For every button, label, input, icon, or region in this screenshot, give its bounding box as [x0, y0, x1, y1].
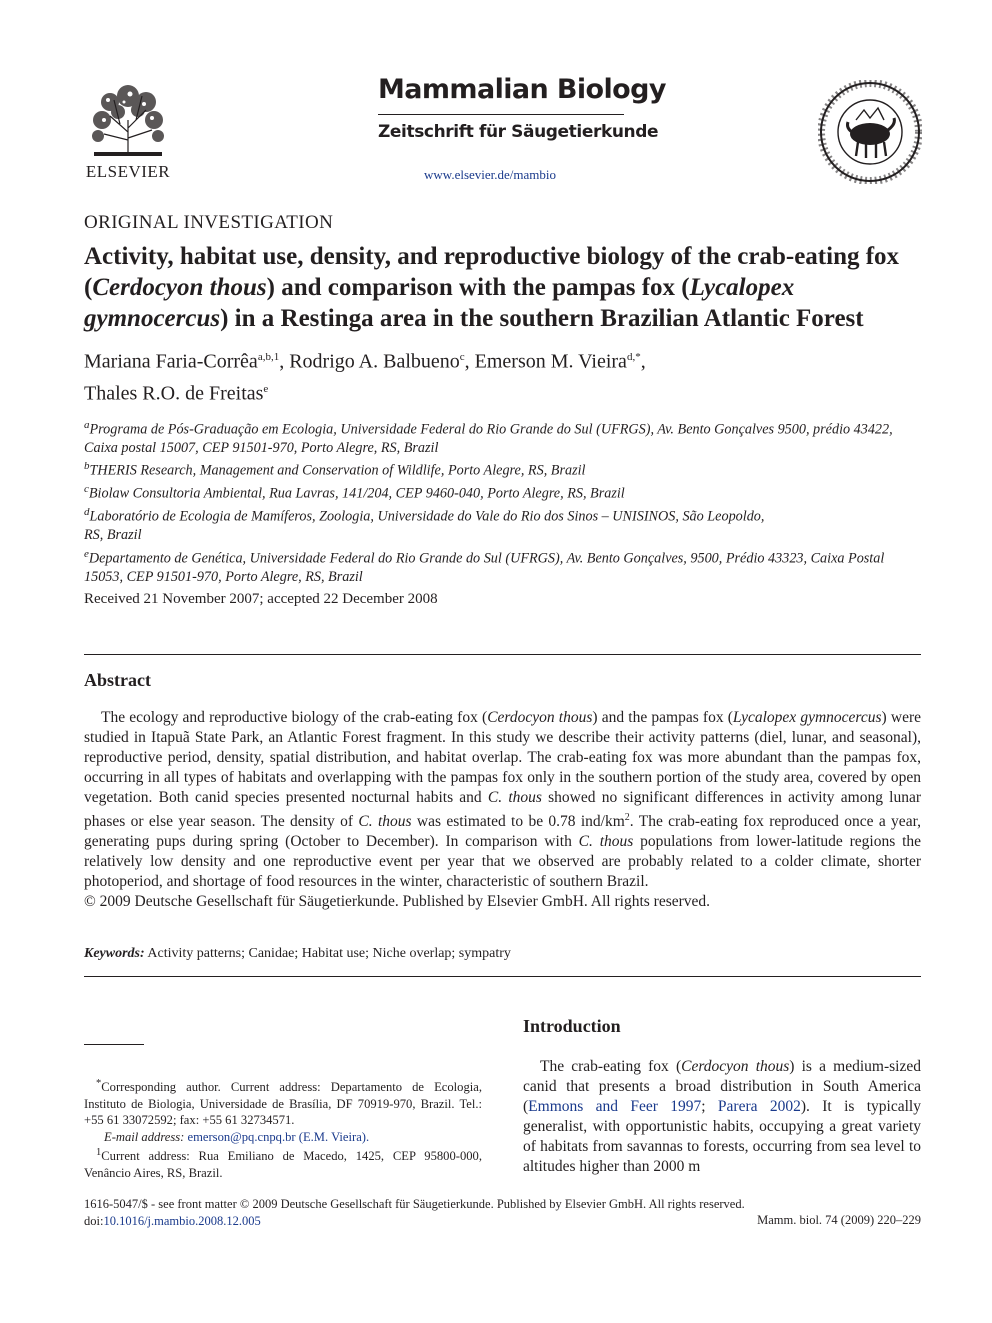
affiliation-text: Departamento de Genética, Universidade Federal do Rio Grande do Sul (UFRGS), Av. Bento Gonçalves, 9500, Prédio 43323, Caixa Postal 15053, CEP 91501-970, Porto Alegre, RS, Brazil	[84, 550, 885, 585]
affiliation-marker: b	[84, 460, 90, 473]
publisher-name: ELSEVIER	[85, 162, 171, 181]
footnote-1: $^1$Current address: Rua Emiliano de Macedo, 1425, CEP 95800-000, Venâncio Aires, RS, Brazil.	[84, 1147, 482, 1180]
divider-bottom	[84, 976, 921, 977]
title-text: ) in a Restinga area in the southern Brazilian Atlantic Forest	[220, 305, 864, 332]
keywords	[84, 946, 921, 962]
front-matter	[84, 1196, 745, 1230]
reference-link[interactable]: Emmons and Feer 1997	[528, 1098, 702, 1115]
divider-top	[84, 654, 921, 655]
received-dates: Received 21 November 2007; accepted 22 December 2008	[84, 591, 438, 607]
author-affil-marker: c	[459, 351, 465, 363]
introduction-body: The crab-eating fox (Cerdocyon thous) is a medium-sized canid that presents a broad distribution in South America (Emmons and Feer 1997; Parera 2002). It is typically generalist, with opportunistic habits, occupying a great variety of habitats from savannas to forests, occurring from sea level to altitudes higher than 2000 m	[523, 1058, 921, 1175]
title-text: Activity, habitat use, density, and reproductive biology of the crab-eating fox (	[84, 243, 900, 301]
affiliation-item	[84, 503, 774, 544]
affiliation-text: Programa de Pós-Graduação em Ecologia, Universidade Federal do Rio Grande do Sul (UFRGS), Av. Bento Gonçalves 9500, prédio 43422, Caixa postal 15007, CEP 91501-970, Porto Alegre, RS, Brazil	[84, 421, 893, 457]
society-seal	[818, 80, 922, 184]
email-note: E-mail address: emerson@pq.cnpq.br (E.M. Vieira).	[104, 1129, 370, 1144]
society-seal-icon	[818, 80, 922, 184]
reference-link[interactable]: Parera 2002	[717, 1098, 801, 1115]
author-separator: ,	[279, 350, 290, 373]
footnote-rule	[84, 1044, 144, 1045]
article-title	[84, 241, 924, 334]
introduction-heading: Introduction	[523, 1016, 621, 1036]
author-affil-marker: e	[263, 382, 269, 395]
journal-rule	[378, 114, 624, 115]
affiliation-marker: c	[84, 483, 89, 496]
affiliation-item	[84, 416, 924, 457]
affiliation-item	[84, 480, 924, 503]
front-matter-line: 1616-5047/$ - see front matter © 2009 Deutsche Gesellschaft für Säugetierkunde. Published by Elsevier GmbH. All rights reserved.	[84, 1197, 745, 1211]
abstract-body	[84, 708, 921, 912]
author-affil-marker: d,*	[626, 351, 641, 363]
author-name[interactable]: Thales R.O. de Freitas	[84, 382, 264, 405]
section-label: ORIGINAL INVESTIGATION	[84, 212, 334, 233]
author-name[interactable]: Mariana Faria-Corrêa	[84, 350, 258, 373]
author-separator: ,	[464, 350, 475, 373]
journal-citation: Mamm. biol. 74 (2009) 220–229	[757, 1213, 921, 1227]
title-text: ) and comparison with the pampas fox (	[266, 274, 690, 301]
abstract-heading: Abstract	[84, 670, 151, 690]
title-species: Cerdocyon thous	[92, 274, 267, 301]
keywords-list: Activity patterns; Canidae; Habitat use; Niche overlap; sympatry	[147, 946, 511, 961]
affiliation-text: THERIS Research, Management and Conservation of Wildlife, Porto Alegre, RS, Brazil	[89, 463, 586, 480]
abstract-paragraph: The ecology and reproductive biology of the crab-eating fox (Cerdocyon thous) and the pampas fox (Lycalopex gymnocercus) were studied in Itapuã State Park, an Atlantic Forest fragment. In this study we describe their activity patterns (diel, lunar, and seasonal), reproductive period, density, spatial distribution, and habitat overlap. The crab-eating fox was more abundant than the pampas fox, occurring in all types of habitats and overlapping with the pampas fox only in the southern portion of the study area, covered by open vegetation. Both canid species presented nocturnal habits and C. thous showed no significant differences in activity among lunar phases or else year season. The density of C. thous was estimated to be 0.78 ind/$km^2$. The crab-eating fox reproduced once a year, generating pups during spring (October to December). In comparison with C. thous populations from lower-latitude regions the relatively low density and one reproductive event per year that we observed are probably related to a colder climate, shorter photoperiod, and shortage of food resources in the winter, characteristic of southern Brazil.	[84, 709, 922, 891]
author-affil-marker: a,b,1	[257, 351, 280, 363]
title-species: Lycalopex gymnocercus	[84, 274, 795, 332]
affiliation-text: Laboratório de Ecologia de Mamíferos, Zoologia, Universidade do Vale do Rio dos Sinos – UNISINOS, São Leopoldo, RS, Brazil	[84, 509, 765, 544]
affiliation-marker: d	[84, 506, 90, 519]
email-link[interactable]: emerson@pq.cnpq.br (E.M. Vieira).	[187, 1129, 370, 1144]
affiliation-text: Biolaw Consultoria Ambiental, Rua Lavras, 141/204, CEP 9460-040, Porto Alegre, RS, Brazil	[88, 486, 625, 503]
doi-link[interactable]: 10.1016/j.mambio.2008.12.005	[103, 1214, 261, 1228]
affiliations	[84, 416, 924, 586]
journal-subtitle: Zeitschrift für Säugetierkunde	[378, 122, 659, 142]
elsevier-logo	[80, 80, 176, 182]
affiliation-item	[84, 457, 924, 480]
footnotes	[84, 1076, 482, 1181]
affiliation-marker: e	[84, 547, 89, 560]
keywords-label: Keywords:	[84, 946, 145, 961]
corresponding-author-note: *Corresponding author. Current address: Departamento de Ecologia, Instituto de Biologia, Universidade de Brasília, DF 70919-970, Brazil. Tel.: +55 61 33072592; fax: +55 61 32734571.	[84, 1078, 482, 1128]
author-list	[84, 344, 904, 407]
affiliation-item	[84, 545, 924, 586]
author-name[interactable]: Emerson M. Vieira	[474, 350, 627, 373]
affiliation-marker: a	[84, 419, 90, 431]
journal-url-link[interactable]: www.elsevier.de/mambio	[424, 167, 557, 182]
author-separator: ,	[640, 350, 646, 373]
author-name[interactable]: Rodrigo A. Balbueno	[289, 350, 460, 373]
copyright-line: © 2009 Deutsche Gesellschaft für Säugetierkunde. Published by Elsevier GmbH. All rights reserved.	[84, 893, 711, 911]
doi-label: doi:	[84, 1214, 104, 1228]
journal-name: Mammalian Biology	[378, 74, 666, 105]
